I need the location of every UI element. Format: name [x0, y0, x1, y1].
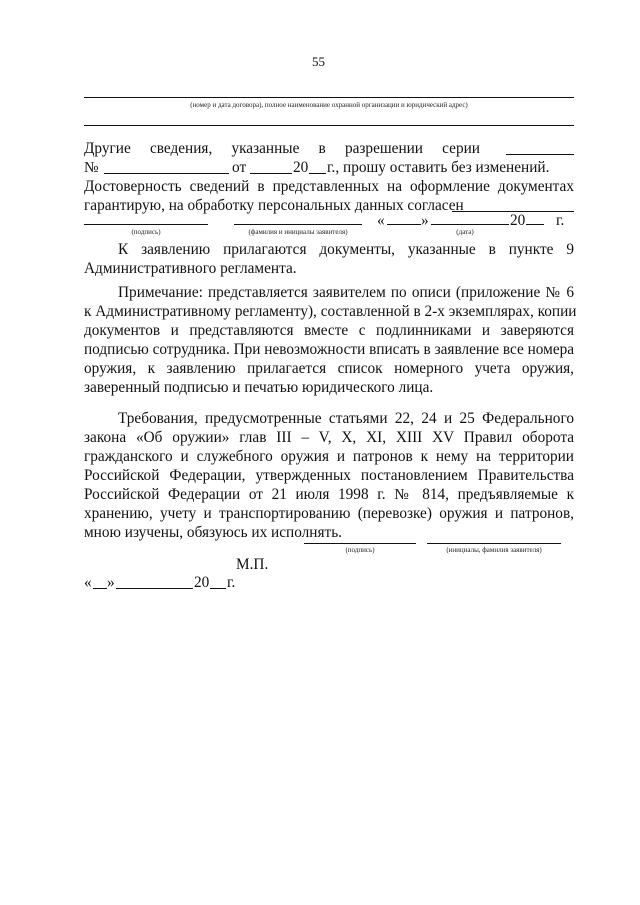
- permit-number-line: [84, 158, 99, 177]
- permit-line: [84, 139, 480, 158]
- word: указанные: [407, 241, 476, 258]
- word: разрешении: [344, 140, 423, 157]
- note-line: к Административному регламенту), составленной в 2-х экземплярах, копии: [84, 303, 577, 320]
- day-blank: [387, 224, 421, 225]
- signature-caption-2: (подпись): [345, 546, 375, 554]
- requirements-line-last: мною изучены, обязуюсь их исполнять.: [84, 524, 343, 541]
- year-blank-2: [526, 224, 544, 225]
- initials-caption: (инициалы, фамилия заявителя): [446, 546, 542, 554]
- name-blank: [234, 224, 362, 225]
- signature-blank: [84, 224, 208, 225]
- year-prefix-2: 20: [510, 212, 526, 229]
- page-number: 55: [312, 54, 325, 69]
- final-year-suffix: г.: [227, 574, 236, 591]
- surname-caption: (фамилия и инициалы заявителя): [248, 228, 348, 236]
- final-year-prefix: 20: [194, 574, 210, 591]
- attachments-line: [118, 240, 574, 259]
- requirements-line: гражданского и служебного оружия и патронов к нему на территории: [84, 448, 574, 465]
- year-suffix: г.: [556, 212, 565, 229]
- month-blank: [431, 224, 509, 225]
- word: серии: [442, 140, 480, 157]
- final-quote-open: «: [84, 574, 92, 591]
- word: К: [118, 241, 129, 258]
- word: в: [318, 140, 326, 157]
- note-line: Примечание: представляется заявителем по описи (приложение № 6: [118, 284, 574, 301]
- requirements-line: Российской Федерации, утвержденных постановлением Правительства: [84, 467, 574, 484]
- note-line: документов и представляются вместе с подлинниками и заверяются: [84, 322, 574, 339]
- number-sign: №: [84, 159, 99, 176]
- word: заявлению: [141, 241, 211, 258]
- requirements-line: Российской Федерации от 21 июля 1998 г. № 814, предъявляемые к: [84, 486, 574, 503]
- signature-blank-2: [304, 543, 416, 544]
- word: Другие: [84, 140, 131, 157]
- word: сведения,: [149, 140, 213, 157]
- permit-number-blank: [104, 173, 229, 174]
- initials-blank: [427, 543, 561, 544]
- requirements-line: закона «Об оружии» глав III – V, X, XI, XIII XV Правил оборота: [84, 429, 574, 446]
- word: в: [488, 241, 496, 258]
- stamp-label: М.П.: [236, 556, 269, 573]
- contract-line-2: [84, 125, 574, 126]
- final-year-blank: [210, 588, 226, 589]
- contract-caption: (номер и дата договора), полное наименование охранной организации и юридический адрес): [190, 101, 468, 109]
- final-day-blank: [93, 588, 107, 589]
- date-caption: (дата): [456, 228, 474, 236]
- requirements-line: хранению, учету и транспортированию (перевозке) оружия и патронов,: [84, 505, 574, 522]
- quote-close: »: [421, 212, 429, 229]
- contract-line: [84, 97, 574, 98]
- attachments-line-2: Административного регламента.: [84, 260, 297, 277]
- from-label: от: [232, 159, 247, 176]
- word: прилагаются: [223, 241, 307, 258]
- final-month-blank: [116, 588, 193, 589]
- permit-series-blank: [506, 154, 574, 155]
- note-line: подписью сотрудника. При невозможности вписать в заявление все номера: [84, 341, 575, 358]
- note-line-last: заверенный подписью и печатью юридического лица.: [84, 379, 434, 396]
- word: документы,: [319, 241, 395, 258]
- quote-open: «: [377, 212, 385, 229]
- consent-line: гарантирую, на обработку персональных данных согласен: [84, 197, 464, 214]
- final-quote-close: »: [107, 574, 115, 591]
- note-line: оружия, к заявлению прилагается список номерного учета оружия,: [84, 360, 574, 377]
- word: указанные: [231, 140, 300, 157]
- signature-caption: (подпись): [131, 228, 161, 236]
- word: пункте: [508, 241, 554, 258]
- reliability-line: Достоверность сведений в представленных на оформление документах: [84, 178, 574, 195]
- date-blank: [250, 173, 292, 174]
- word: 9: [566, 241, 574, 258]
- keep-unchanged-text: г., прошу оставить без изменений.: [327, 159, 550, 176]
- year-blank: [309, 173, 326, 174]
- year-prefix: 20: [293, 159, 309, 176]
- requirements-line: Требования, предусмотренные статьями 22, 24 и 25 Федерального: [118, 410, 574, 427]
